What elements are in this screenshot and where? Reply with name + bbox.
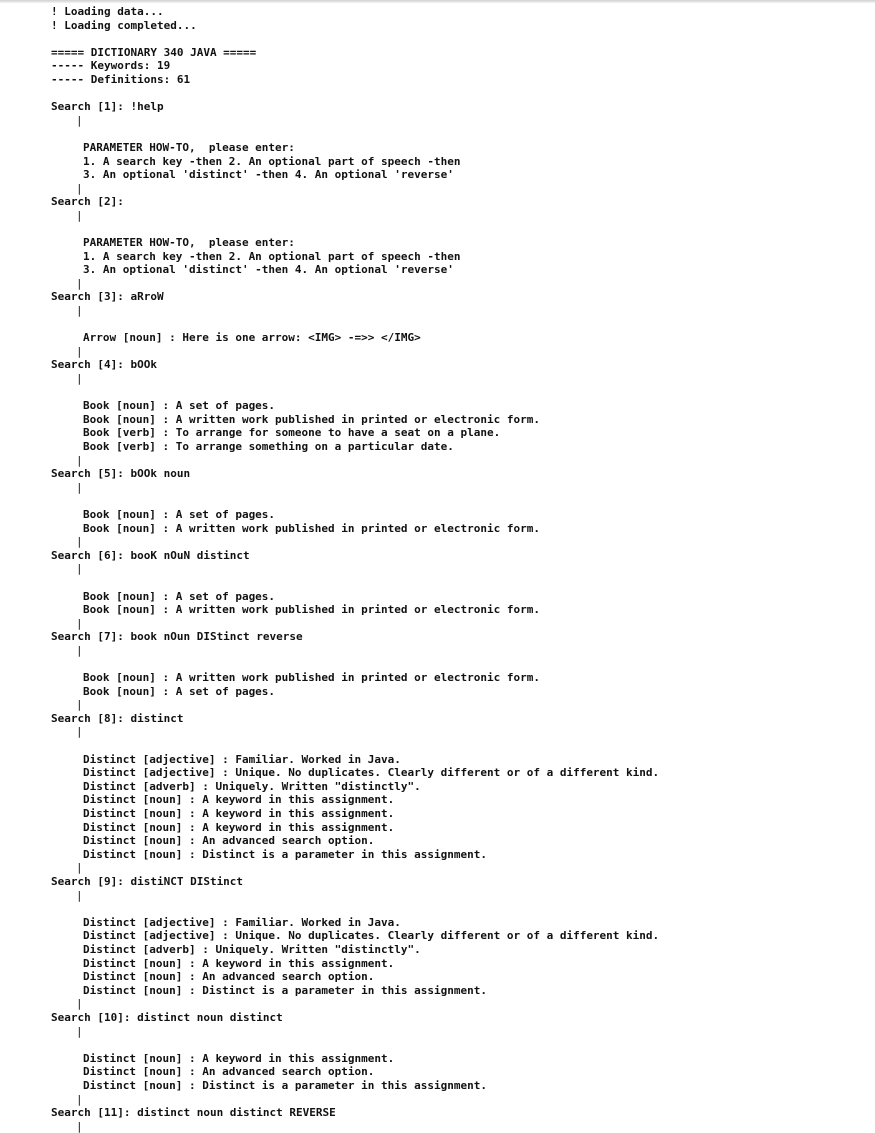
result-line: PARAMETER HOW-TO, please enter: [83, 236, 295, 250]
blank-line [51, 739, 851, 753]
separator-bar: | [76, 181, 83, 195]
result-line: Book [noun] : A written work published in printed or electronic form. [83, 603, 540, 617]
result-line: Book [noun] : A set of pages. [83, 589, 276, 603]
result-line: 3. An optional 'distinct' -then 4. An optional 'reverse' [83, 168, 454, 182]
result-line: Distinct [noun] : Distinct is a parameter in this assignment. [83, 983, 487, 997]
separator-bar: | [76, 344, 83, 358]
blank-line [51, 32, 851, 46]
search-block [51, 875, 851, 1011]
keywords-count: ----- Keywords: 19 [51, 59, 171, 73]
search-block [51, 290, 851, 358]
result-line: Distinct [adjective] : Unique. No duplicates. Clearly different or of a different kind. [83, 766, 660, 780]
blank-line [51, 658, 851, 672]
blank-line [51, 494, 851, 508]
result-line: Distinct [adverb] : Uniquely. Written "distinctly". [83, 942, 421, 956]
page-top-edge [0, 0, 875, 3]
result-line: Book [verb] : To arrange for someone to have a seat on a plane. [83, 426, 501, 440]
separator-bar: | [76, 480, 83, 494]
result-line: Distinct [noun] : Distinct is a parameter in this assignment. [83, 1078, 487, 1092]
result-line: Book [noun] : A written work published in printed or electronic form. [83, 521, 540, 535]
result-line: Distinct [adjective] : Familiar. Worked in Java. [83, 915, 401, 929]
search-block [51, 1106, 851, 1133]
search-block [51, 1011, 851, 1106]
result-line: Distinct [noun] : An advanced search option. [83, 970, 375, 984]
separator-bar: | [76, 113, 83, 127]
result-line: Distinct [noun] : A keyword in this assignment. [83, 807, 395, 821]
blank-line [51, 902, 851, 916]
separator-bar: | [76, 1024, 83, 1038]
separator-bar: | [76, 616, 83, 630]
blank-line [51, 318, 851, 332]
separator-bar: | [76, 888, 83, 902]
search-prompt: Search [8]: distinct [51, 711, 184, 725]
blank-line [51, 386, 851, 400]
separator-bar: | [76, 725, 83, 739]
search-prompt: Search [5]: bOOk noun [51, 467, 191, 481]
search-block [51, 195, 851, 290]
result-line: Book [noun] : A set of pages. [83, 684, 276, 698]
search-block [51, 467, 851, 549]
separator-bar: | [76, 1092, 83, 1106]
separator-bar: | [76, 562, 83, 576]
result-line: Book [noun] : A set of pages. [83, 399, 276, 413]
separator-bar: | [76, 1119, 83, 1133]
search-prompt: Search [10]: distinct noun distinct [51, 1010, 283, 1024]
separator-bar: | [76, 304, 83, 318]
search-prompt: Search [9]: distiNCT DIStinct [51, 875, 244, 888]
result-line: 3. An optional 'distinct' -then 4. An optional 'reverse' [83, 263, 454, 277]
dictionary-title: ===== DICTIONARY 340 JAVA ===== [51, 45, 257, 59]
result-line: Book [noun] : A written work published in printed or electronic form. [83, 412, 540, 426]
result-line: PARAMETER HOW-TO, please enter: [83, 140, 295, 154]
search-prompt: Search [2]: [51, 195, 124, 209]
loading-line: ! Loading completed... [51, 18, 197, 32]
separator-bar: | [76, 372, 83, 386]
result-line: Distinct [noun] : A keyword in this assignment. [83, 1051, 395, 1065]
separator-bar: | [76, 535, 83, 549]
result-line: Distinct [noun] : An advanced search option. [83, 834, 375, 848]
result-line: Distinct [adjective] : Unique. No duplicates. Clearly different or of a different kind. [83, 929, 660, 943]
blank-line [51, 576, 851, 590]
console-output [51, 5, 851, 1133]
result-line: Distinct [noun] : An advanced search option. [83, 1065, 375, 1079]
search-prompt: Search [7]: book nOun DIStinct reverse [51, 630, 303, 644]
separator-bar: | [76, 643, 83, 657]
separator-bar: | [76, 997, 83, 1011]
search-prompt: Search [3]: aRroW [51, 290, 164, 304]
search-block [51, 549, 851, 631]
result-line: Distinct [noun] : A keyword in this assignment. [83, 820, 395, 834]
result-line: Arrow [noun] : Here is one arrow: <IMG> -=>> </IMG> [83, 331, 421, 345]
loading-line: ! Loading data... [51, 5, 164, 18]
search-log [51, 100, 851, 1133]
separator-bar: | [76, 276, 83, 290]
search-prompt: Search [6]: booK nOuN distinct [51, 548, 250, 562]
result-line: Distinct [noun] : A keyword in this assignment. [83, 793, 395, 807]
result-line: Book [noun] : A set of pages. [83, 507, 276, 521]
result-line: Distinct [noun] : A keyword in this assignment. [83, 956, 395, 970]
search-block [51, 358, 851, 467]
blank-line [51, 87, 851, 101]
result-line: Distinct [noun] : Distinct is a parameter in this assignment. [83, 847, 487, 861]
result-line: Book [verb] : To arrange something on a particular date. [83, 440, 454, 453]
result-line: 1. A search key -then 2. An optional part of speech -then [83, 154, 461, 168]
result-line: Book [noun] : A written work published in printed or electronic form. [83, 671, 540, 685]
search-prompt: Search [4]: bOOk [51, 358, 157, 372]
search-prompt: Search [1]: !help [51, 100, 164, 114]
result-line: 1. A search key -then 2. An optional part of speech -then [83, 249, 461, 263]
blank-line [51, 127, 851, 141]
separator-bar: | [76, 208, 83, 222]
search-block [51, 100, 851, 195]
definitions-count: ----- Definitions: 61 [51, 72, 191, 86]
result-line: Distinct [adjective] : Familiar. Worked in Java. [83, 752, 401, 766]
separator-bar: | [76, 861, 83, 875]
blank-line [51, 223, 851, 237]
blank-line [51, 1038, 851, 1052]
search-block [51, 630, 851, 712]
search-block [51, 712, 851, 875]
separator-bar: | [76, 453, 83, 467]
separator-bar: | [76, 698, 83, 712]
result-line: Distinct [adverb] : Uniquely. Written "distinctly". [83, 779, 421, 793]
search-prompt: Search [11]: distinct noun distinct REVERSE [51, 1106, 336, 1120]
